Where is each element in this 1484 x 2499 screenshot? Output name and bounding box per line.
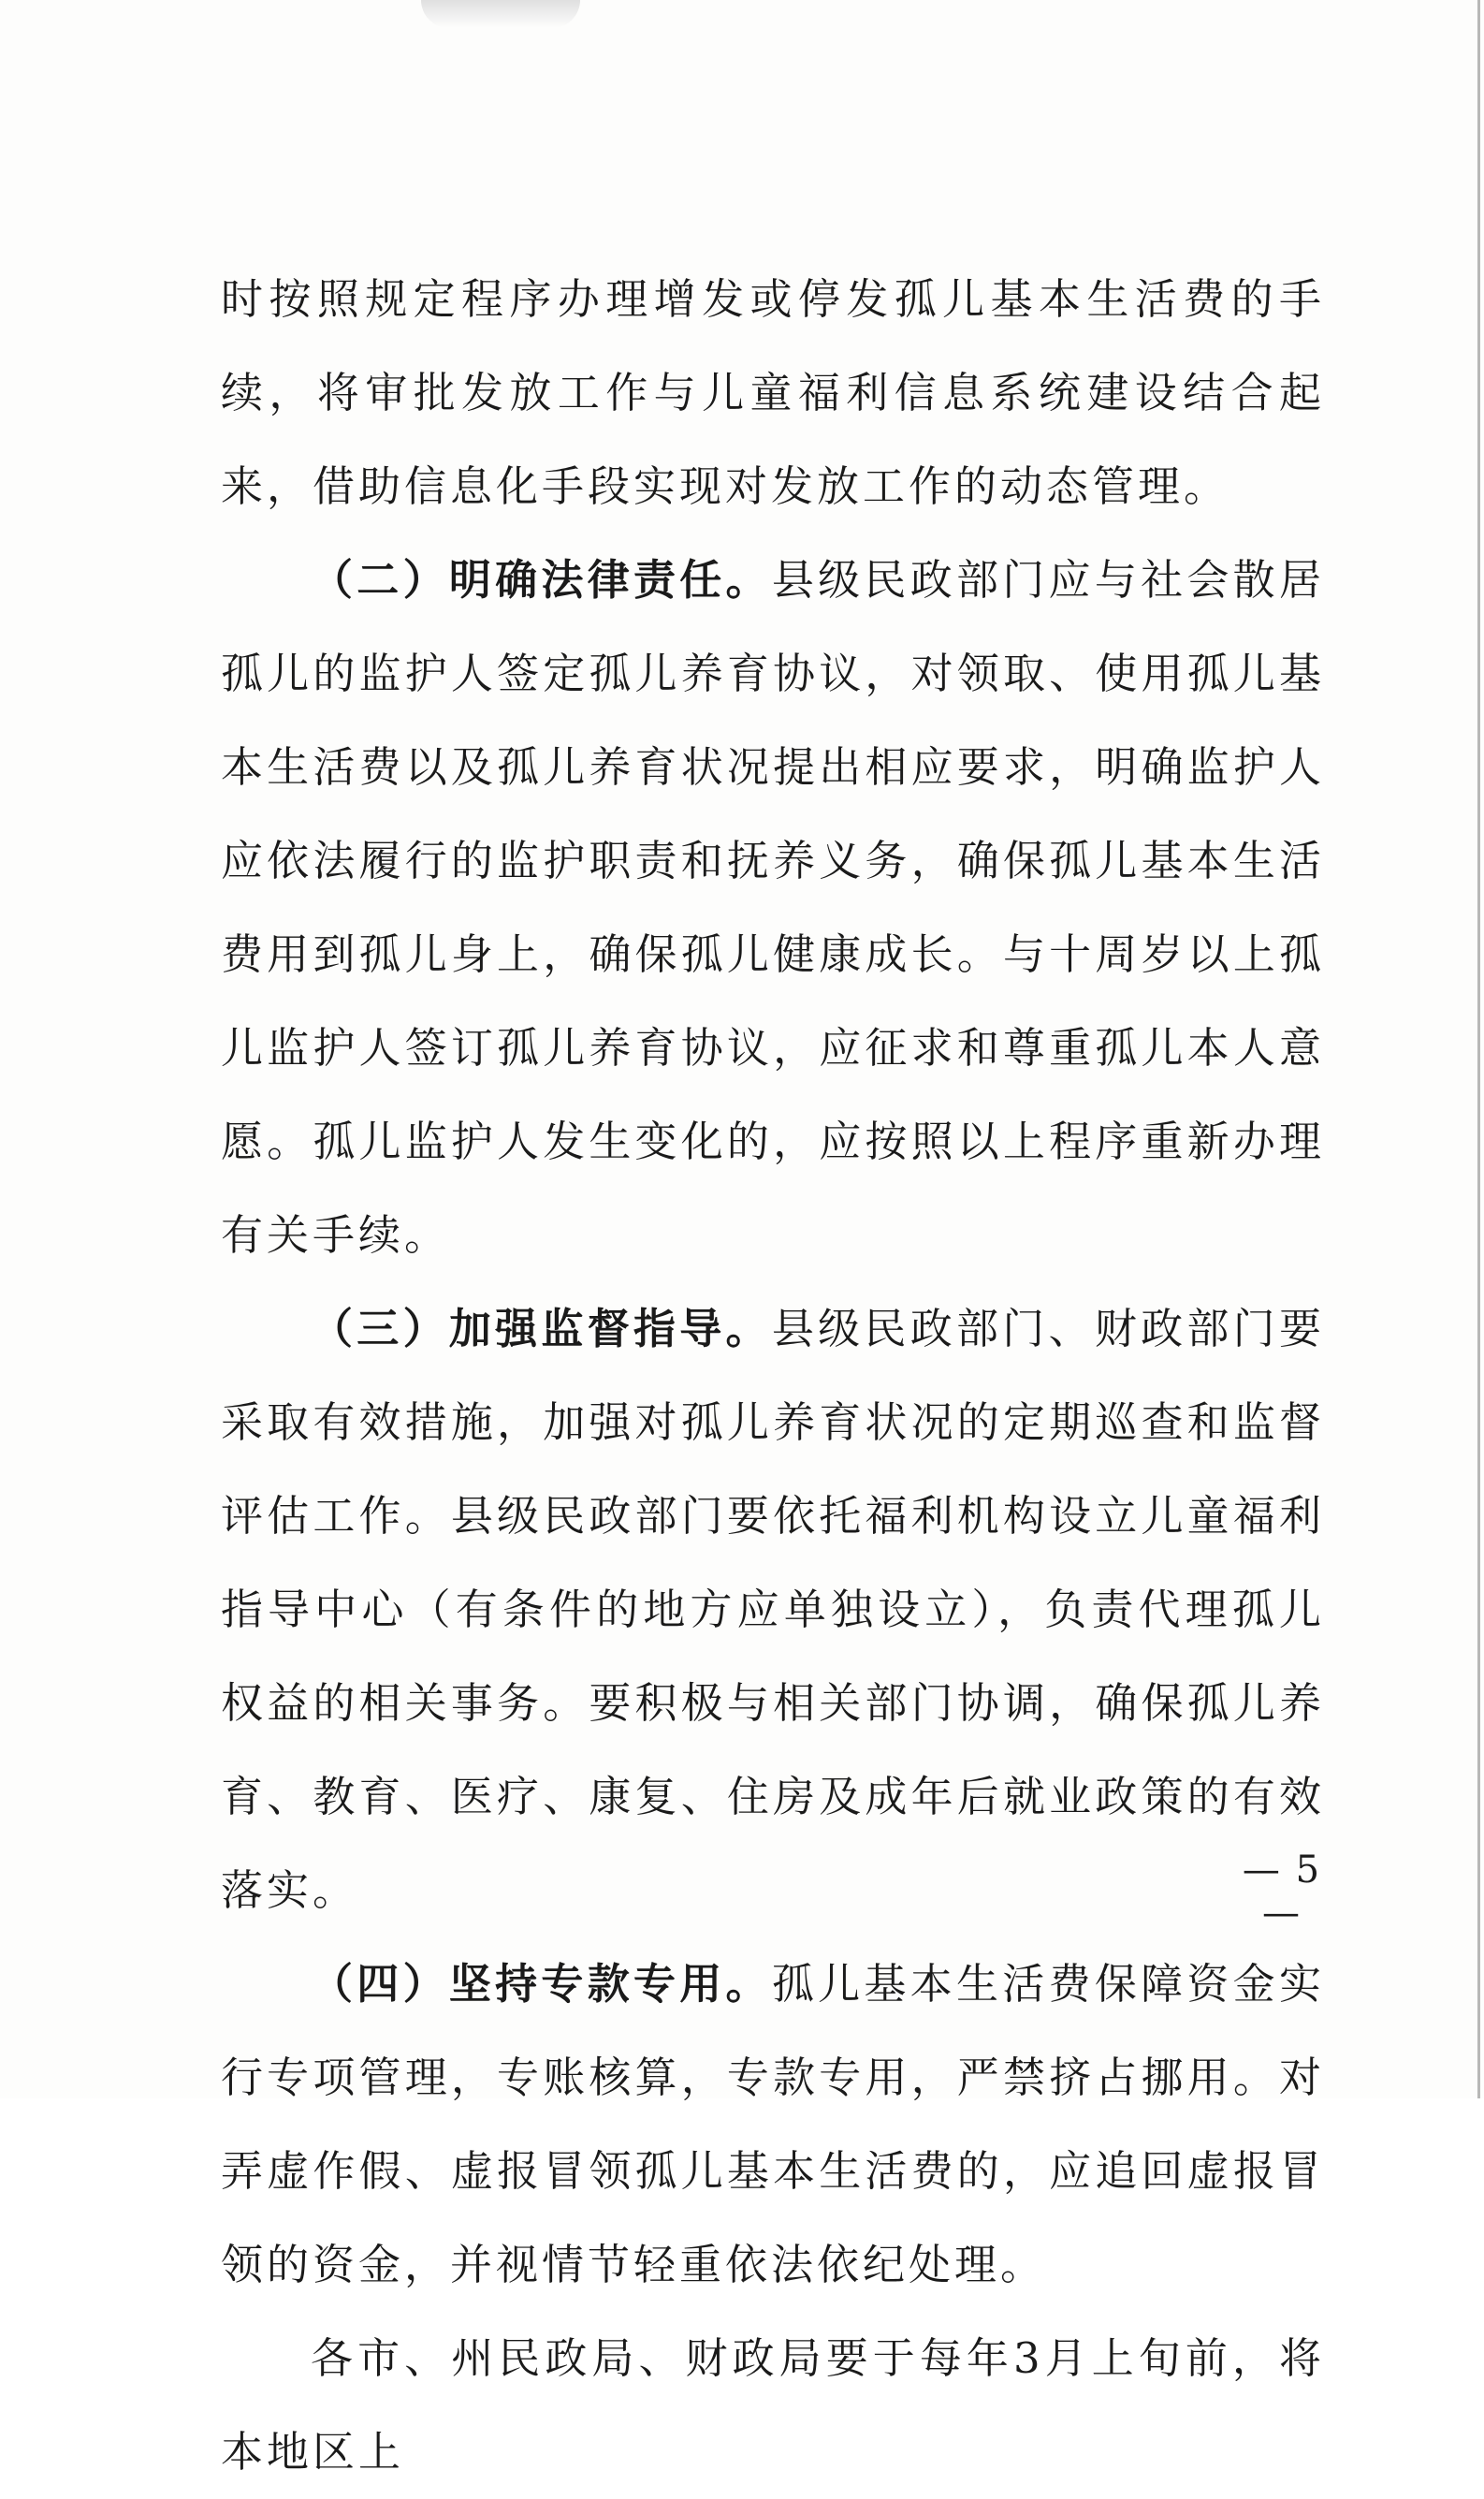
paragraph-supervision (221, 1282, 1325, 1937)
paragraph-text: 孤儿基本生活费保障资金实行专项管理，专账核算，专款专用，严禁挤占挪用。对弄虚作假、虚报冒领孤儿基本生活费的，应追回虚报冒领的资金，并视情节轻重依法依纪处理。 (221, 1959, 1325, 2289)
scan-smudge (421, 0, 580, 28)
paragraph-text: 县级民政部门应与社会散居孤儿的监护人签定孤儿养育协议，对领取、使用孤儿基本生活费以及孤儿养育状况提出相应要求，明确监护人应依法履行的监护职责和抚养义务，确保孤儿基本生活费用到孤儿身上，确保孤儿健康成长。与十周岁以上孤儿监护人签订孤儿养育协议，应征求和尊重孤儿本人意愿。孤儿监护人发生变化的，应按照以上程序重新办理有关手续。 (221, 555, 1325, 1260)
scan-edge (1477, 0, 1480, 2098)
paragraph-special-funds (221, 1937, 1325, 2312)
section-heading: （四）坚持专款专用。 (311, 1959, 772, 2009)
paragraph-legal-responsibility (221, 533, 1325, 1282)
section-heading: （二）明确法律责任。 (311, 555, 772, 605)
paragraph-continued (221, 253, 1325, 533)
paragraph-reporting (221, 2312, 1325, 2499)
page-number: — 5 — (1242, 1849, 1322, 1935)
paragraph-text: 县级民政部门、财政部门要采取有效措施，加强对孤儿养育状况的定期巡查和监督评估工作。县级民政部门要依托福利机构设立儿童福利指导中心（有条件的地方应单独设立），负责代理孤儿权益的相关事务。要积极与相关部门协调，确保孤儿养育、教育、医疗、康复、住房及成年后就业政策的有效落实。 (221, 1304, 1325, 1915)
paragraph-text: 时按照规定程序办理增发或停发孤儿基本生活费的手续，将审批发放工作与儿童福利信息系统建设结合起来，借助信息化手段实现对发放工作的动态管理。 (221, 274, 1325, 511)
section-heading: （三）加强监督指导。 (311, 1304, 772, 1353)
document-body (221, 253, 1325, 2499)
paragraph-text: 各市、州民政局、财政局要于每年3月上旬前，将本地区上 (221, 2333, 1325, 2477)
